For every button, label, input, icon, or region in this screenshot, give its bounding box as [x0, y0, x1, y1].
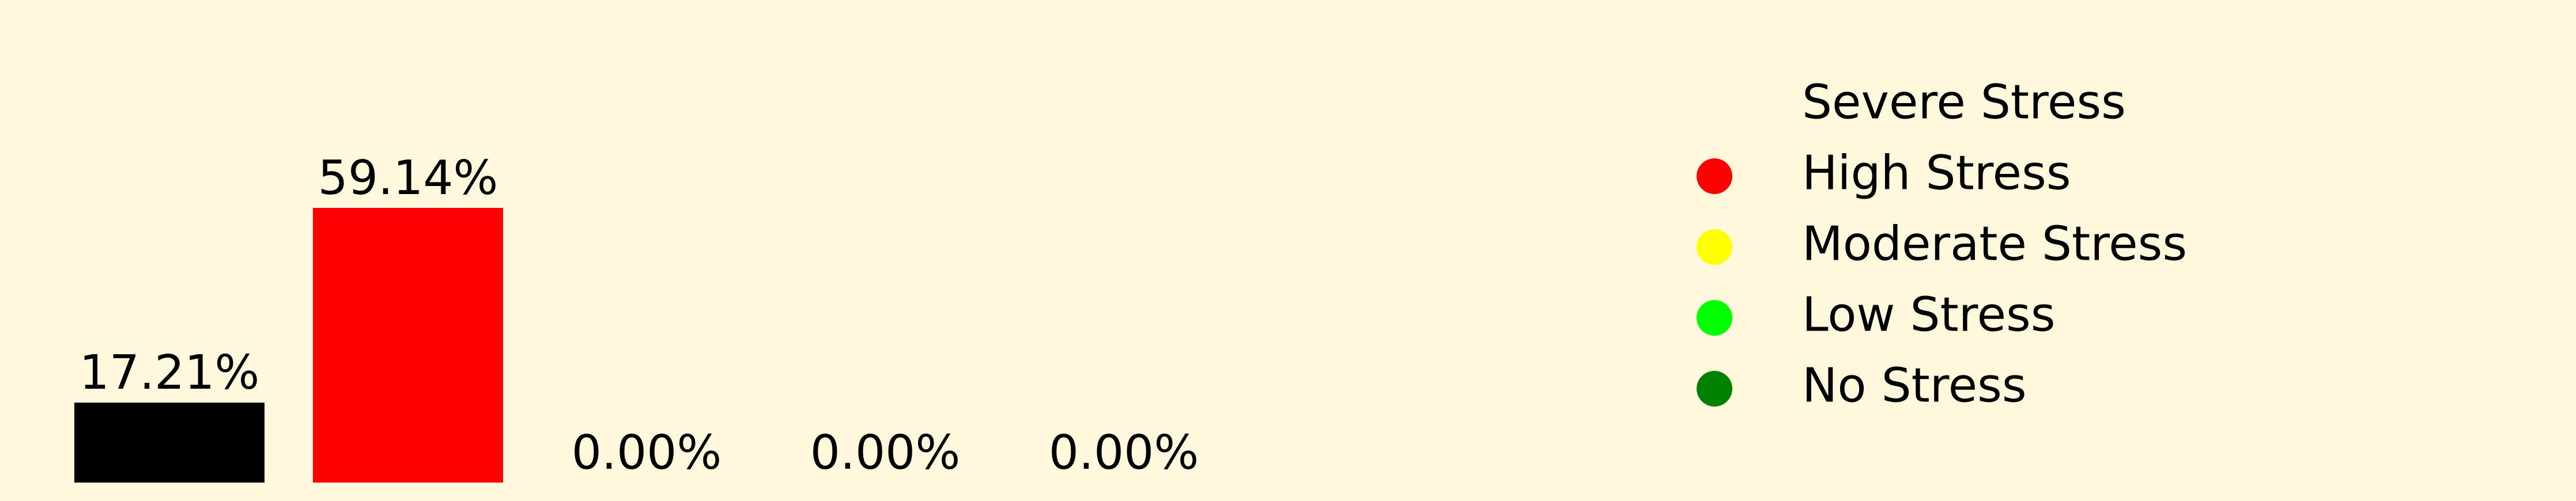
bar-value-label-high-stress: 59.14% — [318, 151, 498, 206]
legend-marker-moderate-stress — [1697, 229, 1732, 265]
legend-marker-high-stress — [1697, 158, 1732, 194]
bar-value-label-moderate-stress: 0.00% — [571, 426, 722, 480]
bar-value-label-no-stress: 0.00% — [1048, 426, 1199, 480]
bar-high-stress — [313, 208, 503, 483]
bar-value-label-severe-stress: 17.21% — [79, 346, 260, 401]
bar-severe-stress — [74, 403, 265, 483]
legend-label-no-stress: No Stress — [1802, 358, 2027, 413]
legend-label-moderate-stress: Moderate Stress — [1802, 217, 2188, 272]
bar-value-label-low-stress: 0.00% — [810, 426, 961, 480]
legend-label-severe-stress: Severe Stress — [1802, 75, 2126, 130]
legend-label-low-stress: Low Stress — [1802, 287, 2056, 343]
legend-marker-low-stress — [1697, 300, 1732, 336]
legend-marker-no-stress — [1697, 371, 1732, 407]
legend-label-high-stress: High Stress — [1802, 146, 2071, 201]
legend-marker-severe-stress — [1697, 88, 1732, 123]
